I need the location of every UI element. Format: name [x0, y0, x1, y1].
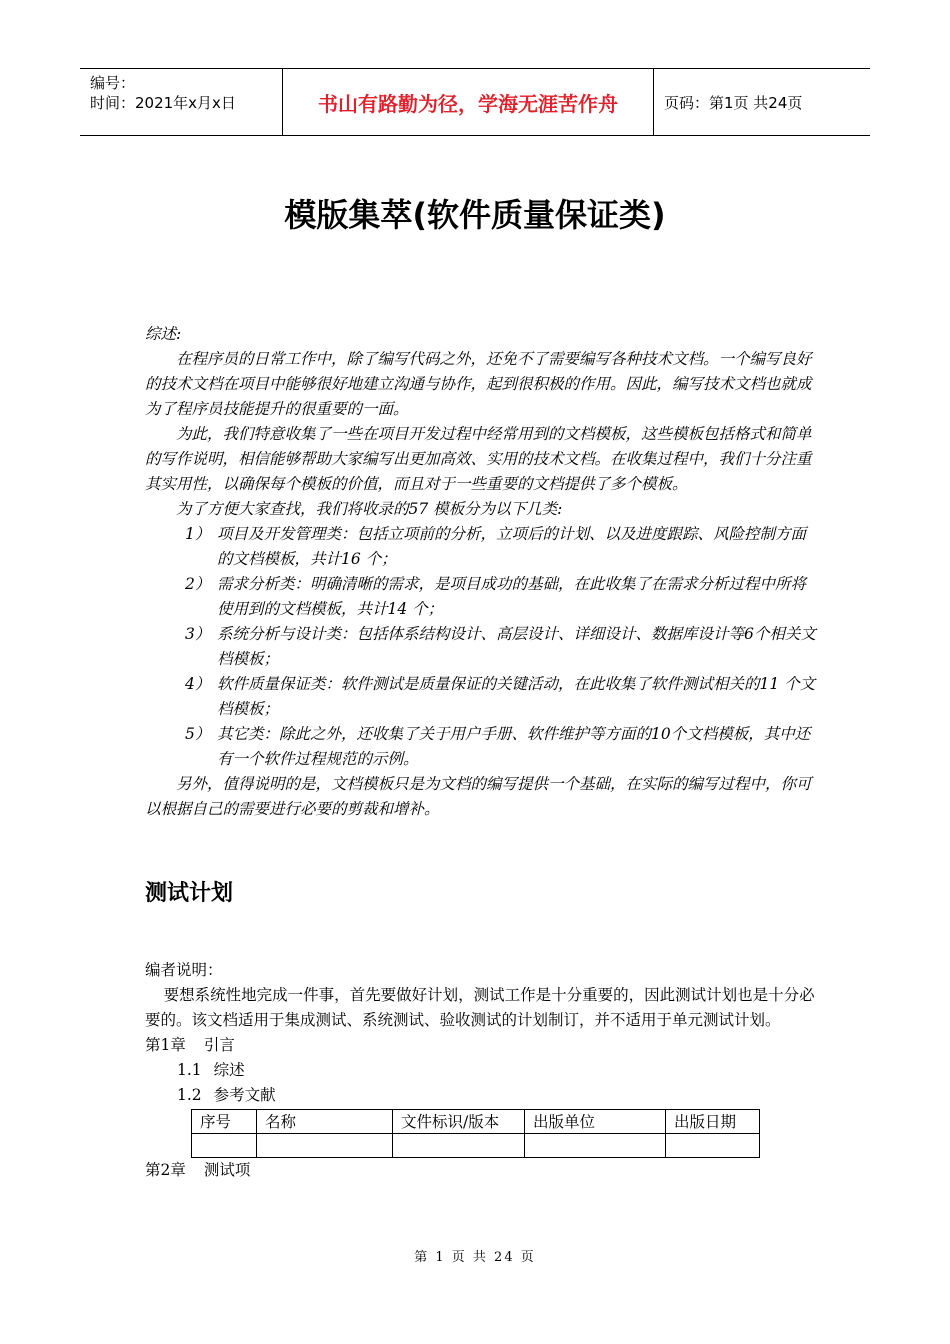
subsection-1-1-number: 1.1: [177, 1061, 202, 1079]
list-item-text: 项目及开发管理类：包括立项前的分析，立项后的计划、以及进度跟踪、风险控制方面的文档模板，共计16 个；: [217, 525, 807, 568]
summary-paragraph-1: 在程序员的日常工作中，除了编写代码之外，还免不了需要编写各种技术文档。一个编写良好的技术文档在项目中能够很好地建立沟通与协作，起到很积极的作用。因此，编写技术文档也就成为了程序员技能提升的很重要的一面。: [145, 350, 812, 418]
doc-number-label: 编号：: [90, 74, 136, 92]
table-header-cell: 出版单位: [525, 1110, 666, 1134]
editor-section: [145, 958, 817, 1183]
table-row: [192, 1134, 760, 1158]
list-item: [145, 572, 817, 622]
chapter-2-number: 第2章: [145, 1161, 186, 1179]
subsection-1-2-number: 1.2: [177, 1086, 202, 1104]
page-footer: 第 1 页 共 24 页: [414, 1250, 536, 1265]
chapter-1: [145, 1033, 817, 1058]
header-page-info: 页码：第1页 共24页: [664, 93, 803, 112]
reference-table: [191, 1109, 760, 1158]
subsection-1-2-title: 参考文献: [213, 1086, 276, 1104]
summary-section: [145, 322, 817, 822]
summary-heading: 综述:: [145, 325, 182, 343]
subsection-1-2: [145, 1083, 817, 1108]
chapter-1-title: 引言: [203, 1036, 235, 1054]
chapter-2-title: 测试项: [203, 1161, 251, 1179]
summary-paragraph-2: 为此，我们特意收集了一些在项目开发过程中经常用到的文档模板，这些模板包括格式和简单的写作说明，相信能够帮助大家编写出更加高效、实用的技术文档。在收集过程中，我们十分注重其实用性，以确保每个模板的价值，而且对于一些重要的文档提供了多个模板。: [145, 425, 812, 493]
page-header: [80, 68, 870, 136]
document-title: 模版集萃(软件质量保证类): [284, 196, 666, 234]
list-item: [145, 522, 817, 572]
list-item-text: 其它类：除此之外，还收集了关于用户手册、软件维护等方面的10个文档模板，其中还有一个软件过程规范的示例。: [217, 725, 811, 768]
list-item-text: 软件质量保证类：软件测试是质量保证的关键活动，在此收集了软件测试相关的11 个文档模板；: [217, 675, 816, 718]
table-cell[interactable]: [257, 1134, 393, 1158]
table-cell[interactable]: [666, 1134, 760, 1158]
editor-label: 编者说明：: [145, 961, 223, 979]
list-item-number: 5）: [185, 725, 211, 743]
category-list: [145, 522, 817, 772]
section-title: 测试计划: [145, 881, 234, 906]
subsection-1-1: [145, 1058, 817, 1083]
chapter-1-number: 第1章: [145, 1036, 186, 1054]
table-cell[interactable]: [393, 1134, 525, 1158]
list-item-number: 4）: [185, 675, 211, 693]
list-item-number: 1）: [185, 525, 211, 543]
table-cell[interactable]: [192, 1134, 257, 1158]
list-item-text: 系统分析与设计类：包括体系结构设计、高层设计、详细设计、数据库设计等6个相关文档模板；: [217, 625, 816, 668]
list-item-number: 2）: [185, 575, 211, 593]
list-item-text: 需求分析类：明确清晰的需求，是项目成功的基础，在此收集了在需求分析过程中所将使用到的文档模板，共计14 个；: [217, 575, 807, 618]
list-item-number: 3）: [185, 625, 211, 643]
header-meta-cell: [80, 69, 282, 135]
doc-time-label: 时间：2021年x月x日: [90, 94, 236, 112]
table-header-row: [192, 1110, 760, 1134]
subsection-1-1-title: 综述: [213, 1061, 245, 1079]
table-header-cell: 名称: [257, 1110, 393, 1134]
list-item: [145, 722, 817, 772]
editor-text: 要想系统性地完成一件事，首先要做好计划，测试工作是十分重要的，因此测试计划也是十分必要的。该文档适用于集成测试、系统测试、验收测试的计划制订，并不适用于单元测试计划。: [145, 986, 815, 1029]
header-motto: 书山有路勤为径，学海无涯苦作舟: [282, 69, 654, 135]
table-header-cell: 序号: [192, 1110, 257, 1134]
list-item: [145, 672, 817, 722]
summary-paragraph-4: 另外，值得说明的是，文档模板只是为文档的编写提供一个基础，在实际的编写过程中，你可以根据自己的需要进行必要的剪裁和增补。: [145, 775, 812, 818]
table-header-cell: 文件标识/版本: [393, 1110, 525, 1134]
table-cell[interactable]: [525, 1134, 666, 1158]
summary-paragraph-3: 为了方便大家查找，我们将收录的57 模板分为以下几类:: [176, 500, 563, 518]
table-header-cell: 出版日期: [666, 1110, 760, 1134]
list-item: [145, 622, 817, 672]
chapter-2: [145, 1158, 817, 1183]
